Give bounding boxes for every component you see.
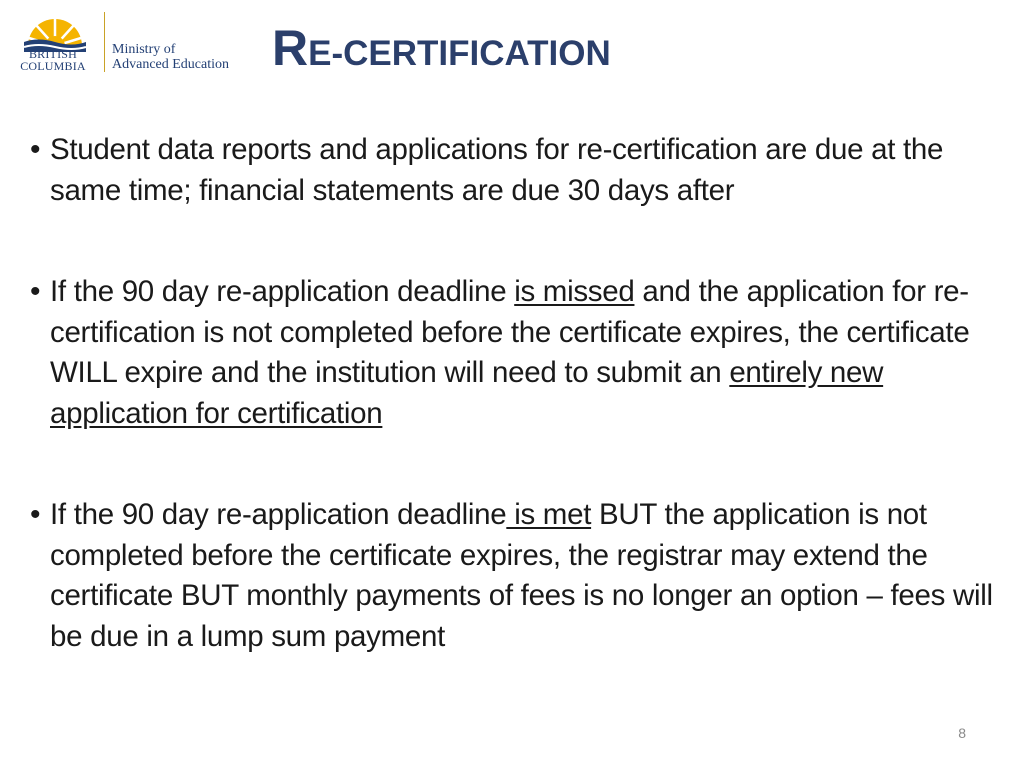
slide-title-capital: R [272,20,309,76]
bullet-item [30,495,1015,657]
bullet-list [30,130,1015,657]
bullet-text-part: and the application for re-certification is not completed before the certificate expires, the certificate WILL expire and the institution will need to submit an [50,275,970,389]
bullet-item [30,272,1015,434]
slide-title-rest: E-CERTIFICATION [308,34,611,73]
logo-divider [104,12,105,72]
province-wordmark [12,48,94,72]
bullet-underlined-text: entirely new application for certification [50,356,884,430]
bullet-text: Student data reports and applications for re-certification are due at the same time; financial statements are due 30 days after [50,133,944,207]
bullet-underlined-text: is met [506,498,592,531]
bullet-dot-icon: • [30,275,41,308]
bullet-text-part: If the 90 day re-application deadline [50,498,507,531]
bullet-dot-icon: • [30,498,41,531]
slide-title [272,22,611,80]
bullet-text-part: BUT the application is not completed before the certificate expires, the registrar may extend the certificate BUT monthly payments of fees is no longer an option – fees will be due in a lump sum payment [50,498,993,653]
ministry-name [112,42,229,72]
bc-ministry-logo [12,8,228,76]
ministry-line-2: Advanced Education [112,57,230,72]
sun-icon [20,12,90,52]
province-line-2: COLUMBIA [20,59,86,73]
ministry-line-1: Ministry of [112,42,176,57]
bullet-item [30,130,1015,211]
province-line-1: BRITISH [28,47,78,61]
bullet-underlined-text: is missed [514,275,635,308]
bullet-dot-icon: • [30,133,41,166]
page-number: 8 [958,725,966,741]
bullet-text-part: If the 90 day re-application deadline [50,275,515,308]
